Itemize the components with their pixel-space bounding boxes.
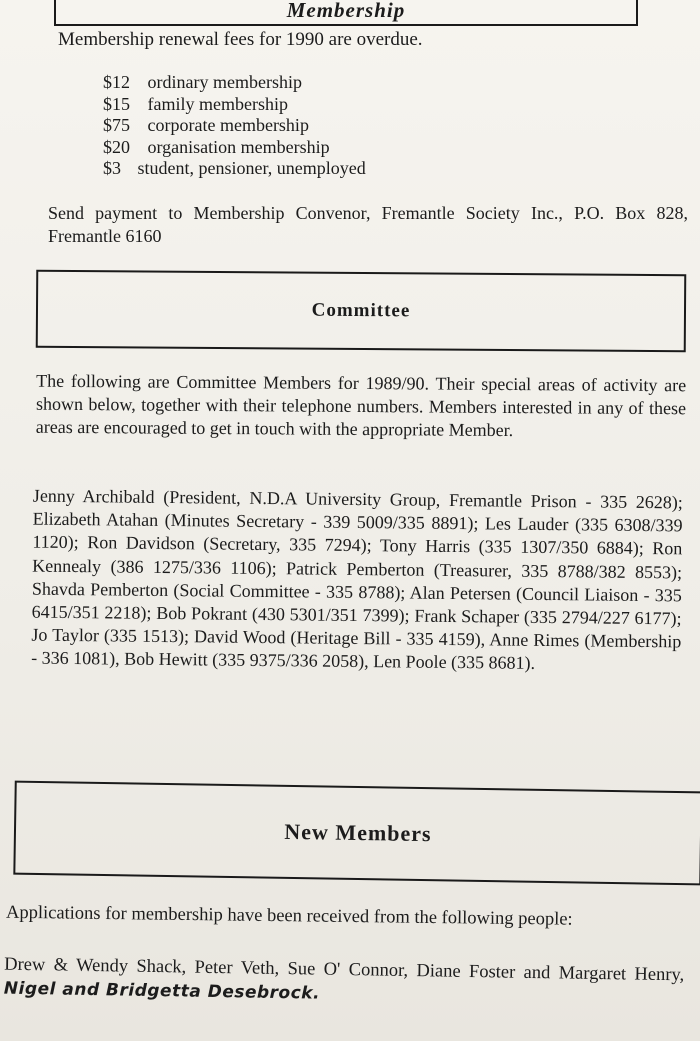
membership-heading: Membership <box>286 0 406 22</box>
committee-members: Jenny Archibald (President, N.D.A University Group, Fremantle Prison - 335 2628); Elizabeth Atahan (Minutes Secretary - 339 5009/335 8891); Les Lauder (335 6308/339 1120); Ron Davidson (Secretary, 335 7294); Tony Harris (335 1307/350 6884); Ron Kennealy (386 1275/336 1106); Patrick Pemberton (Treasurer, 335 8788/382 8553); Shavda Pemberton (Social Committee - 335 8788); Alan Petersen (Council Liaison - 335 6415/351 2218); Bob Pokrant (430 5301/351 7399); Frank Schaper (335 2794/227 6177); Jo Taylor (335 1513); David Wood (Heritage Bill - 335 4159), Anne Rimes (Membership - 336 1081), Bob Hewitt (335 9375/336 2058), Len Poole (335 8681). <box>31 485 683 674</box>
new-members-intro: Applications for membership have been received from the following people: <box>5 902 573 930</box>
new-members-heading: New Members <box>284 818 432 847</box>
fee-item: $20 organisation membership <box>103 136 330 157</box>
fee-item: $15 family membership <box>103 93 288 114</box>
committee-heading-box <box>36 270 687 353</box>
fee-item: $12 ordinary membership <box>103 72 302 92</box>
new-members-names: Drew & Wendy Shack, Peter Veth, Sue O' Connor, Diane Foster and Margaret Henry, <box>4 954 685 986</box>
new-members-heading-box <box>13 781 700 886</box>
membership-intro: Membership renewal fees for 1990 are overdue. <box>58 29 423 50</box>
new-members-list <box>4 953 685 1012</box>
committee-heading: Committee <box>311 299 411 322</box>
fee-item: $3 student, pensioner, unemployed <box>103 158 366 178</box>
membership-fees-list <box>103 72 366 180</box>
fee-item: $75 corporate membership <box>103 115 309 135</box>
handwritten-names: Nigel and Bridgetta Desebrock. <box>3 978 321 1004</box>
membership-heading-box <box>54 0 638 26</box>
membership-payment-info: Send payment to Membership Convenor, Fremantle Society Inc., P.O. Box 828, Fremantle 6160 <box>48 203 688 246</box>
committee-intro: The following are Committee Members for 1989/90. Their special areas of activity are shown below, together with their telephone numbers. Members interested in any of these areas are encouraged to get in touch with the appropriate Member. <box>35 370 687 441</box>
